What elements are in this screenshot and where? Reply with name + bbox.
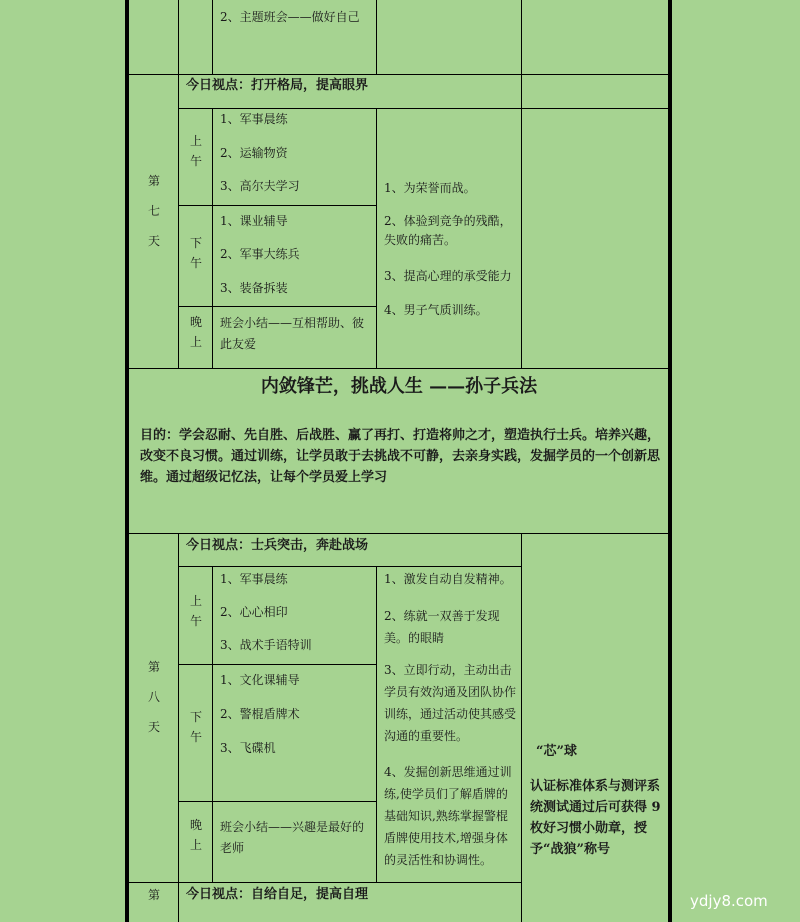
- day7-morning-item: 3、高尔夫学习: [220, 179, 300, 193]
- day8-afternoon-item: 3、飞碟机: [220, 741, 276, 755]
- grid-line: [212, 566, 213, 882]
- period-char: 下: [189, 710, 202, 724]
- grid-line: [376, 0, 377, 74]
- day8-label: [146, 660, 162, 734]
- day7-label: [146, 174, 162, 248]
- day7-goal: 2、体验到竞争的残酷，失败的痛苦。: [384, 214, 512, 247]
- grid-line: [178, 108, 668, 109]
- grid-line: [178, 664, 376, 665]
- day8-label-char: 天: [147, 720, 160, 734]
- grid-line: [212, 0, 213, 74]
- day8-goal: 2、练就一双善于发现美。的眼睛: [384, 609, 500, 645]
- grid-line: [129, 74, 668, 75]
- day8-label-char: 第: [147, 660, 160, 674]
- grid-line: [178, 0, 179, 74]
- top-section-item: 2、主题班会——做好自己: [220, 10, 360, 24]
- day8-morning-item: 3、战术手语特训: [220, 638, 312, 652]
- day7-label-char: 第: [147, 174, 160, 188]
- watermark: ydjy8.com: [690, 892, 768, 910]
- grid-line: [521, 533, 522, 922]
- grid-line: [521, 0, 522, 74]
- grid-line: [521, 74, 522, 368]
- period-char: 上: [189, 134, 202, 148]
- grid-line: [178, 74, 179, 368]
- day8-morning-label: [188, 594, 204, 628]
- day7-afternoon-label: [188, 236, 204, 270]
- grid-line: [178, 566, 521, 567]
- day8-goal: 1、激发自动自发精神。: [384, 572, 512, 586]
- grid-line: [129, 368, 668, 369]
- period-char: 晚: [189, 818, 202, 832]
- day8-morning-item: 1、军事晨练: [220, 572, 288, 586]
- day7-view-title: 今日视点：打开格局，提高眼界: [186, 78, 369, 93]
- day8-evening-label: [188, 818, 204, 852]
- day8-afternoon-item: 2、警棍盾牌术: [220, 707, 300, 721]
- day8-afternoon-label: [188, 710, 204, 744]
- day7-goal: 1、为荣誉而战。: [384, 181, 476, 195]
- period-char: 上: [189, 838, 202, 852]
- day7-afternoon-item: 3、装备拆装: [220, 281, 288, 295]
- day7-label-char: 七: [147, 204, 160, 218]
- day7-goal: 4、男子气质训练。: [384, 303, 488, 317]
- day7-afternoon-item: 2、军事大练兵: [220, 247, 300, 261]
- grid-line: [376, 566, 377, 882]
- banner-title: 内敛锋芒，挑战人生 ——孙子兵法: [260, 376, 538, 397]
- day8-afternoon-item: 1、文化课辅导: [220, 673, 300, 687]
- period-char: 上: [189, 594, 202, 608]
- grid-line: [212, 108, 213, 368]
- day7-morning-label: [188, 134, 204, 168]
- grid-line: [178, 306, 376, 307]
- day8-label-char: 八: [147, 690, 160, 704]
- page-border-right: [668, 0, 672, 922]
- day9-view-title: 今日视点：自给自足，提高自理: [186, 887, 369, 902]
- grid-line: [129, 882, 521, 883]
- period-char: 午: [189, 256, 202, 270]
- day7-morning-item: 2、运输物资: [220, 146, 288, 160]
- period-char: 晚: [189, 315, 202, 329]
- day7-morning-item: 1、军事晨练: [220, 112, 288, 126]
- day8-goal: 3、立即行动，主动出击学员有效沟通及团队协作训练，通过活动使其感受沟通的重要性。: [384, 663, 517, 743]
- period-char: 午: [189, 154, 202, 168]
- period-char: 午: [189, 730, 202, 744]
- day7-label-char: 天: [147, 234, 160, 248]
- grid-line: [178, 801, 376, 802]
- day8-side-text: 认证标准体系与测评系统测试通过后可获得 9 枚好习惯小勋章，授予“战狼”称号: [530, 779, 661, 857]
- day7-evening-label: [188, 315, 204, 349]
- day8-side-title: “芯”球: [536, 744, 577, 759]
- day8-view-title: 今日视点：士兵突击，奔赴战场: [186, 538, 369, 553]
- day8-morning-item: 2、心心相印: [220, 605, 288, 619]
- grid-line: [178, 205, 376, 206]
- day8-evening-text: 班会小结——兴趣是最好的老师: [220, 820, 365, 855]
- page-border-left: [125, 0, 129, 922]
- banner-body: 目的：学会忍耐、先自胜、后战胜、赢了再打、打造将帅之才，塑造执行士兵。培养兴趣，改变不良习惯。通过训练，让学员敢于去挑战不可静，去亲身实践，发掘学员的一个创新思维。通过超级记忆法，让每个学员爱上学习: [140, 428, 661, 485]
- grid-line: [178, 533, 179, 922]
- grid-line: [376, 108, 377, 368]
- day8-goal: 4、发掘创新思维通过训练,使学员们了解盾牌的基础知识,熟练掌握警棍盾牌使用技术,增强身体的灵活性和协调性。: [384, 765, 512, 867]
- period-char: 下: [189, 236, 202, 250]
- period-char: 午: [189, 614, 202, 628]
- day7-goal: 3、提高心理的承受能力: [384, 269, 512, 283]
- day9-label: 第: [147, 888, 160, 902]
- period-char: 上: [189, 335, 202, 349]
- day7-evening-text: 班会小结——互相帮助、彼此友爱: [220, 316, 365, 351]
- day7-afternoon-item: 1、课业辅导: [220, 214, 288, 228]
- grid-line: [129, 533, 668, 534]
